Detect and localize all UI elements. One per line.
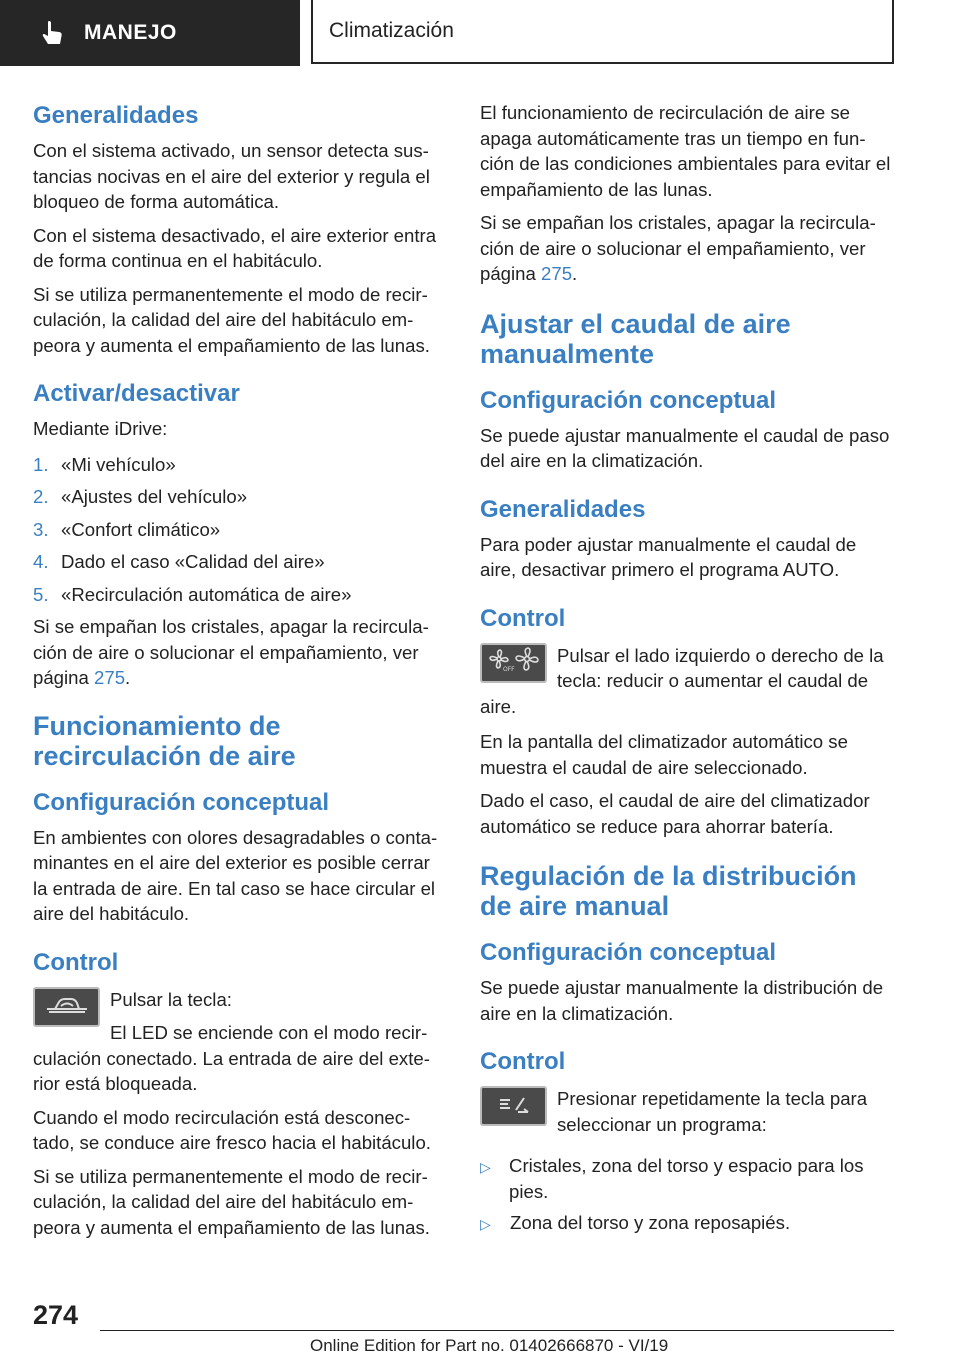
fan-off-fan-icon	[487, 647, 541, 678]
heading-caudal: Ajustar el caudal de aire manualmente	[480, 308, 791, 369]
list-item: ▷ Zona del torso y zona reposapiés.	[480, 1210, 895, 1238]
hand-pointer-icon	[38, 18, 68, 48]
paragraph: Dado el caso, el caudal de aire del climatizador automático se reduce para ahorrar batería.	[480, 790, 870, 837]
section-title: MANEJO	[84, 21, 177, 44]
paragraph: Se puede ajustar manualmente la distribución de aire en la climatización.	[480, 977, 884, 1024]
control-block	[33, 987, 448, 1097]
left-column	[33, 100, 448, 1240]
heading-configuracion: Configuración conceptual	[480, 939, 777, 966]
triangle-bullet-icon: ▷	[480, 1216, 491, 1232]
paragraph: Presionar repetidamente la tecla para seleccionar un programa:	[557, 1088, 868, 1135]
paragraph: Si se utiliza permanentemente el modo de recir-culación, la calidad del aire del habitáculo em-peora y aumenta el empañamiento de las lunas.	[33, 283, 430, 356]
paragraph: Cuando el modo recirculación está desconec-tado, se conduce aire fresco hacia el habitáculo.	[33, 1106, 431, 1153]
recirculation-key	[33, 987, 100, 1027]
air-distribution-icon	[494, 1092, 534, 1121]
right-column	[480, 100, 895, 1244]
heading-generalidades: Generalidades	[480, 495, 646, 523]
paragraph: Con el sistema activado, un sensor detecta sus-tancias nocivas en el aire del exterior y regula el bloqueo de forma automática.	[33, 140, 430, 212]
paragraph: Pulsar la tecla:	[110, 988, 232, 1010]
fan-key	[480, 643, 547, 683]
list-item: ▷ Cristales, zona del torso y espacio para los pies.	[480, 1153, 895, 1204]
heading-configuracion: Configuración conceptual	[480, 386, 777, 414]
heading-generalidades: Generalidades	[33, 102, 199, 129]
control-block	[480, 643, 895, 720]
heading-configuracion: Configuración conceptual	[33, 788, 330, 816]
car-recirculation-icon	[43, 993, 91, 1020]
triangle-bullet-icon: ▷	[480, 1159, 491, 1175]
paragraph: Pulsar el lado izquierdo o derecho de la tecla: reducir o aumentar el caudal de aire.	[480, 644, 884, 717]
paragraph: El LED se enciende con el modo recir-culación conectado. La entrada de aire del exte-rior está bloqueada.	[33, 1022, 430, 1094]
page-header	[0, 0, 960, 66]
heading-control: Control	[480, 604, 566, 632]
topic-tab	[311, 0, 894, 64]
page-link[interactable]: 275	[94, 667, 126, 688]
footer-edition: Online Edition for Part no. 01402666870 - VI/19	[310, 1336, 669, 1355]
steps-list	[33, 452, 448, 608]
page-number: 274	[33, 1300, 79, 1330]
heading-control: Control	[33, 948, 119, 976]
paragraph: Si se utiliza permanentemente el modo de recir-culación, la calidad del aire del habitáculo em-peora y aumenta el empañamiento de las lunas.	[33, 1165, 430, 1238]
distribution-key	[480, 1086, 547, 1126]
paragraph: En ambientes con olores desagradables o conta-minantes en el aire del exterior es posible cerrar la entrada de aire. En tal caso se hace circular el aire del habitáculo.	[33, 826, 438, 924]
list-item: 5. «Recirculación automática de aire»	[33, 583, 352, 605]
control-block	[480, 1086, 895, 1137]
list-item: 2. «Ajustes del vehículo»	[33, 486, 248, 507]
paragraph: El funcionamiento de recirculación de aire se apaga automáticamente tras un tiempo en fun-ción de las condiciones ambientales para evitar el empañamiento de las lunas.	[480, 102, 891, 200]
paragraph: Para poder ajustar manualmente el caudal de aire, desactivar primero el programa AUTO.	[480, 533, 857, 580]
list-item: 1. «Mi vehículo»	[33, 453, 176, 475]
heading-activar: Activar/desactivar	[33, 380, 240, 407]
paragraph: Se puede ajustar manualmente el caudal de paso del aire en la climatización.	[480, 424, 890, 471]
paragraph: Si se empañan los cristales, apagar la recircula-ción de aire o solucionar el empañamiento, ver página 275.	[480, 212, 876, 284]
paragraph: Mediante iDrive:	[33, 418, 168, 439]
list-item: 4. Dado el caso «Calidad del aire»	[33, 551, 325, 572]
topic-title: Climatización	[329, 19, 454, 42]
heading-distribucion: Regulación de la distribución de aire manual	[480, 861, 857, 921]
paragraph: En la pantalla del climatizador automático se muestra el caudal de aire seleccionado.	[480, 731, 848, 778]
svg-text:OFF: OFF	[502, 666, 515, 673]
page-link[interactable]: 275	[541, 263, 573, 284]
paragraph: Si se empañan los cristales, apagar la recircula-ción de aire o solucionar el empañamiento, ver página 275.	[33, 616, 429, 688]
footer-rule	[100, 1330, 894, 1331]
paragraph: Con el sistema desactivado, el aire exterior entra de forma continua en el habitáculo.	[33, 224, 437, 271]
section-tab	[0, 0, 300, 66]
heading-funcionamiento: Funcionamiento de recirculación de aire	[33, 710, 296, 771]
heading-control: Control	[480, 1048, 566, 1075]
list-item: 3. «Confort climático»	[33, 518, 221, 540]
